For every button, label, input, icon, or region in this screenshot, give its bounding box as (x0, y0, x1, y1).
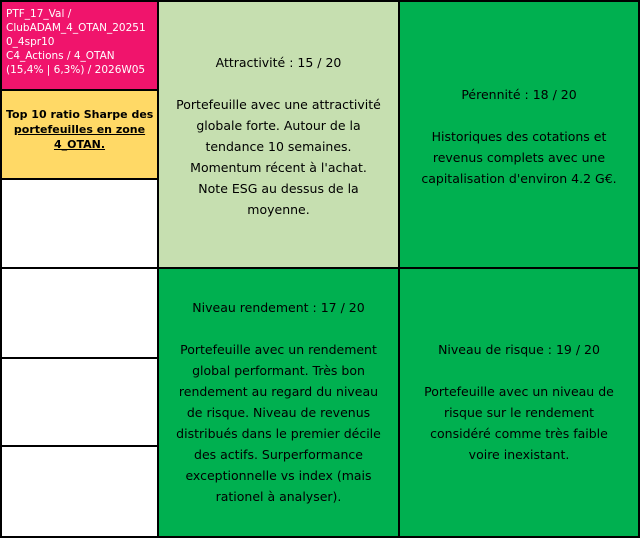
perennite-line: revenus complets avec une (432, 150, 606, 165)
attractivite-line: Note ESG au dessus de la (198, 181, 359, 196)
rendement-line: distribués dans le premier décile (176, 426, 381, 441)
empty-cell (0, 267, 159, 359)
perennite-line: Historiques des cotations et (431, 129, 607, 144)
attractivite-title: Attractivité : 15 / 20 (215, 55, 342, 70)
empty-cell (0, 178, 159, 269)
rendement-line: rationel à analyser). (215, 489, 342, 504)
rendement-line: des actifs. Surperformance (194, 447, 363, 462)
portfolio-id-cell (0, 0, 159, 91)
portfolio-id-line: ClubADAM_4_OTAN_20251 (6, 22, 146, 34)
empty-cell (0, 445, 159, 538)
top10-line-2: portefeuilles en zone (13, 123, 146, 136)
rendement-line: global performant. Très bon (192, 363, 365, 378)
portfolio-id-line: (15,4% | 6,3%) / 2026W05 (6, 64, 146, 76)
risque-line: voire inexistant. (468, 447, 570, 462)
attractivite-line: tendance 10 semaines. (205, 139, 352, 154)
perennite-panel (398, 0, 640, 269)
top10-line-1: Top 10 ratio Sharpe des (6, 108, 154, 121)
rendement-line: rendement au regard du niveau (178, 384, 379, 399)
risque-line: risque sur le rendement (443, 405, 595, 420)
portfolio-id-line: C4_Actions / 4_OTAN (6, 50, 115, 62)
top10-line-3: 4_OTAN. (53, 138, 106, 151)
rendement-line: de risque. Niveau de revenus (186, 405, 371, 420)
rendement-title: Niveau rendement : 17 / 20 (192, 300, 365, 315)
risque-line: considéré comme très faible (430, 426, 608, 441)
risque-panel (398, 267, 640, 538)
perennite-title: Pérennité : 18 / 20 (461, 87, 577, 102)
attractivite-line: Momentum récent à l'achat. (190, 160, 367, 175)
portfolio-id-line: 0_4spr10 (6, 36, 55, 48)
portfolio-id-line: PTF_17_Val / (6, 8, 72, 20)
rendement-line: Portefeuille avec un rendement (180, 342, 377, 357)
empty-cell (0, 357, 159, 447)
attractivite-line: moyenne. (247, 202, 310, 217)
rendement-panel (157, 267, 400, 538)
attractivite-line: globale forte. Autour de la (196, 118, 361, 133)
top10-sharpe-cell (0, 89, 159, 180)
perennite-line: capitalisation d'environ 4.2 G€. (421, 171, 617, 186)
rendement-line: exceptionnelle vs index (mais (185, 468, 372, 483)
attractivite-panel (157, 0, 400, 269)
risque-line: Portefeuille avec un niveau de (424, 384, 614, 399)
risque-title: Niveau de risque : 19 / 20 (438, 342, 600, 357)
attractivite-line: Portefeuille avec une attractivité (176, 97, 381, 112)
